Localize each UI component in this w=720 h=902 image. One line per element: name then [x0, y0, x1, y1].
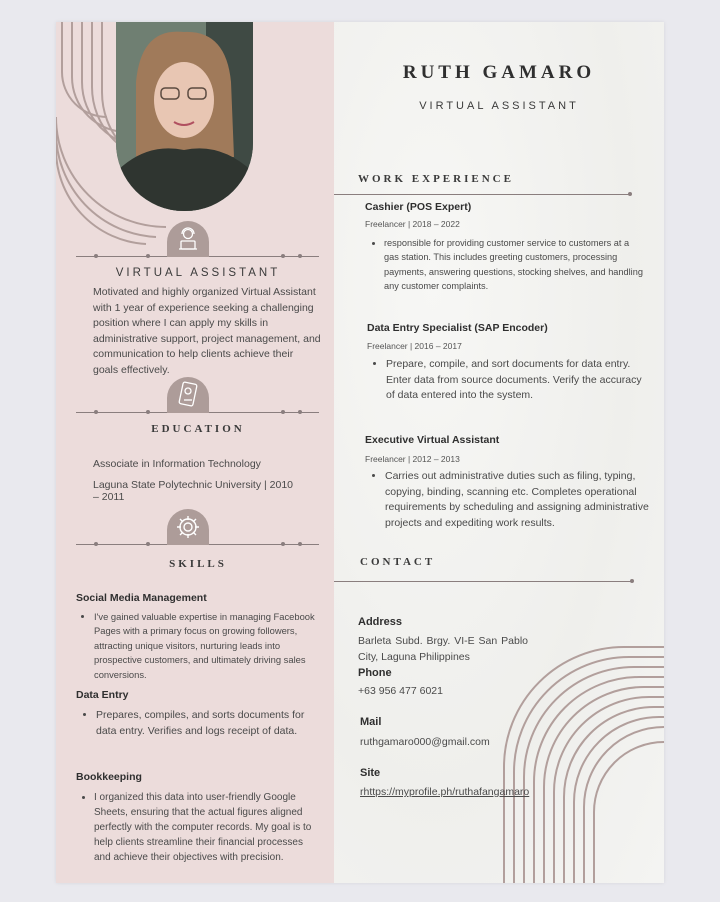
- work-experience-title: WORK EXPERIENCE: [358, 173, 514, 185]
- skill-desc: • I've gained valuable expertise in managing Facebook Pages with a primary focus on growing followers, attracting unique visitors, nurturing leads into prospective customers, and ultimately driving sales conversions.: [94, 610, 322, 682]
- left-panel: [56, 22, 334, 883]
- diploma-icon: [175, 380, 201, 410]
- contact-address-label: Address: [358, 616, 403, 628]
- assistant-badge: [167, 221, 209, 257]
- job-desc: • Carries out administrative duties such as filing, typing, copying, binding, scanning etc. Completes operational requirements by scheduling and assigning administrative projects and expediting work results.: [385, 469, 651, 531]
- divider-line: [334, 194, 630, 195]
- job-desc-list: [367, 469, 651, 531]
- job-meta: Freelancer | 2016 – 2017: [367, 341, 462, 351]
- skill-name: Bookkeeping: [76, 771, 142, 783]
- job-role: Executive Virtual Assistant: [365, 434, 500, 446]
- skill-desc: • Prepares, compiles, and sorts documents for data entry. Verifies and logs receipt of data.: [96, 708, 318, 739]
- skill-list: [76, 790, 322, 865]
- education-school: Laguna State Polytechnic University | 2010 – 2011: [93, 479, 294, 503]
- contact-mail-value[interactable]: ruthgamaro000@gmail.com: [360, 736, 490, 748]
- contact-address-value: Barleta Subd. Brgy. VI-E San Pablo City, Laguna Philippines: [358, 635, 528, 663]
- resume-page: [56, 22, 664, 883]
- contact-site-link[interactable]: rhttps://myprofile.ph/ruthafangamaro: [360, 786, 530, 798]
- skill-name: Social Media Management: [76, 592, 207, 604]
- job-role: Cashier (POS Expert): [365, 201, 472, 213]
- decorative-arcs-bottom-right: [494, 637, 664, 883]
- contact-title: CONTACT: [360, 556, 436, 568]
- skills-title: SKILLS: [169, 558, 227, 570]
- skill-desc: • I organized this data into user-friendly Google Sheets, ensuring that the actual figures aligned perfectly with the computer records. My goal is to help clients streamline their financial processes and achieve their objectives with precision.: [94, 790, 322, 865]
- divider-line: [334, 581, 632, 582]
- gear-icon: [175, 514, 201, 540]
- profile-summary: Motivated and highly organized Virtual Assistant with 1 year of experience seeking a challenging position where I can apply my skills in administrative support, project management, and communication to help clients achieve their goals effectively.: [93, 286, 321, 376]
- job-meta: Freelancer | 2018 – 2022: [365, 219, 460, 229]
- job-desc: • Prepare, compile, and sort documents for data entry. Enter data from source documents. Verify the accuracy of data entered into the system.: [386, 357, 648, 404]
- skill-name: Data Entry: [76, 689, 129, 701]
- contact-mail-label: Mail: [360, 716, 382, 728]
- contact-phone-value: +63 956 477 6021: [358, 685, 443, 697]
- education-badge: [167, 377, 209, 413]
- skills-badge: [167, 509, 209, 545]
- person-title: VIRTUAL ASSISTANT: [419, 100, 579, 112]
- skill-list: [78, 708, 318, 739]
- right-panel: [334, 22, 664, 883]
- contact-phone-label: Phone: [358, 667, 392, 679]
- profile-section-title: VIRTUAL ASSISTANT: [115, 267, 281, 279]
- job-desc-list: [366, 236, 646, 293]
- profile-photo: [116, 22, 253, 211]
- skill-list: [76, 610, 322, 682]
- education-degree: Associate in Information Technology: [93, 458, 261, 470]
- job-meta: Freelancer | 2012 – 2013: [365, 454, 460, 464]
- job-desc: • responsible for providing customer service to customers at a gas station. This includes greeting customers, processing payments, answering questions, stocking shelves, and handling any customer complaints.: [384, 236, 646, 293]
- job-desc-list: [368, 357, 648, 404]
- person-name: RUTH GAMARO: [402, 62, 596, 83]
- job-role: Data Entry Specialist (SAP Encoder): [367, 322, 548, 334]
- education-title: EDUCATION: [151, 423, 245, 435]
- assistant-icon: [175, 226, 201, 252]
- contact-site-label: Site: [360, 767, 381, 779]
